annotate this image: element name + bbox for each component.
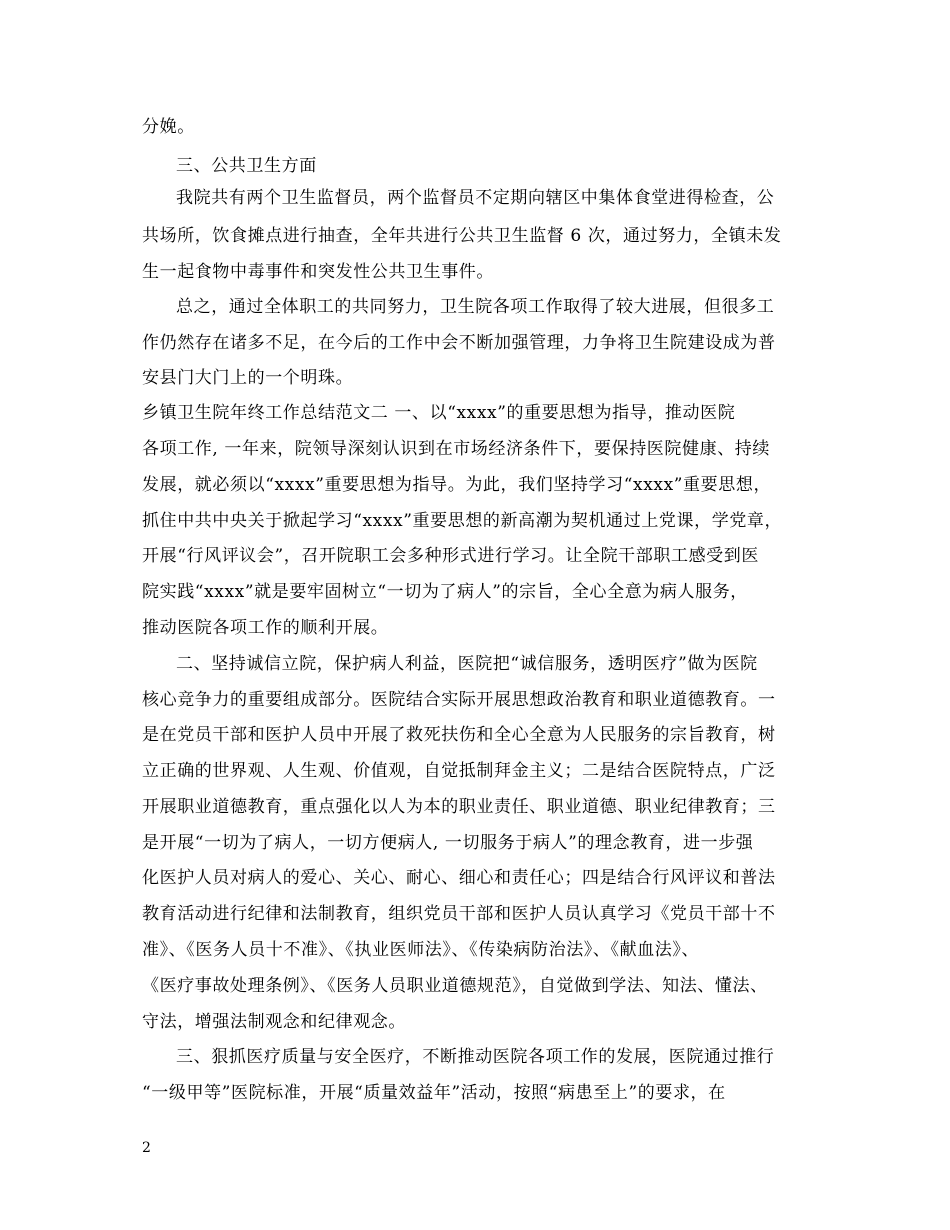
text-line: 各项工作, 一年来，院领导深刻认识到在市场经济条件下，要保持医院健康、持续 xyxy=(142,439,771,459)
text-line: 是开展“一切为了病人，一切方便病人, 一切服务于病人”的理念教育，进一步强 xyxy=(142,833,754,853)
text-line: 教育活动进行纪律和法制教育，组织党员干部和医护人员认真学习《党员干部十不 xyxy=(142,904,776,924)
text-line: 推动医院各项工作的顺利开展。 xyxy=(142,618,389,638)
text-line: 院实践“xxxx”就是要牢固树立“一切为了病人”的宗旨，全心全意为病人服务， xyxy=(142,582,748,602)
text-line: 共场所，饮食摊点进行抽查，全年共进行公共卫生监督 6 次，通过努力，全镇未发 xyxy=(142,226,782,246)
text-line: 分娩。 xyxy=(142,117,195,137)
text-line: 核心竞争力的重要组成部分。医院结合实际开展思想政治教育和职业道德教育。一 xyxy=(142,690,776,710)
text-line: 是在党员干部和医护人员中开展了救死扶伤和全心全意为人民服务的宗旨教育，树 xyxy=(142,725,776,745)
text-line: “一级甲等”医院标准，开展“质量效益年”活动，按照“病患至上”的要求，在 xyxy=(142,1083,726,1103)
section-heading: 三、公共卫生方面 xyxy=(176,156,317,176)
article-title-line: 乡镇卫生院年终工作总结范文二 一、以“xxxx”的重要思想为指导，推动医院 xyxy=(142,403,736,423)
text-line: 作仍然存在诸多不足，在今后的工作中会不断加强管理，力争将卫生院建设成为普 xyxy=(142,333,776,353)
text-line: 我院共有两个卫生监督员，两个监督员不定期向辖区中集体食堂进得检查，公 xyxy=(176,188,775,208)
text-line: 守法，增强法制观念和纪律观念。 xyxy=(142,1012,406,1032)
text-line: 开展职业道德教育，重点强化以人为本的职业责任、职业道德、职业纪律教育；三 xyxy=(142,797,776,817)
text-line: 立正确的世界观、人生观、价值观，自觉抵制拜金主义；二是结合医院特点，广泛 xyxy=(142,761,776,781)
text-line: 开展“行风评议会”，召开院职工会多种形式进行学习。让全院干部职工感受到医 xyxy=(142,546,759,566)
text-line: 准》、《医务人员十不准》、《执业医师法》、《传染病防治法》、《献血法》、 xyxy=(142,940,700,960)
text-line: 二、坚持诚信立院，保护病人利益，医院把“诚信服务，透明医疗”做为医院 xyxy=(176,654,758,674)
text-line: 安县门大门上的一个明珠。 xyxy=(142,368,354,388)
text-line: 《医疗事故处理条例》、《医务人员职业道德规范》，自觉做到学法、知法、懂法、 xyxy=(142,976,768,996)
text-line: 抓住中共中央关于掀起学习“xxxx”重要思想的新高潮为契机通过上党课，学党章， xyxy=(142,511,783,531)
text-line: 化医护人员对病人的爱心、关心、耐心、细心和责任心；四是结合行风评议和普法 xyxy=(142,868,776,888)
text-line: 生一起食物中毒事件和突发性公共卫生事件。 xyxy=(142,262,494,282)
text-line: 总之，通过全体职工的共同努力，卫生院各项工作取得了较大进展，但很多工 xyxy=(176,297,775,317)
text-line: 三、狠抓医疗质量与安全医疗，不断推动医院各项工作的发展，医院通过推行 xyxy=(176,1047,775,1067)
page-number: 2 xyxy=(142,1140,151,1156)
text-line: 发展，就必须以“xxxx”重要思想为指导。为此，我们坚持学习“xxxx”重要思想， xyxy=(142,475,772,495)
